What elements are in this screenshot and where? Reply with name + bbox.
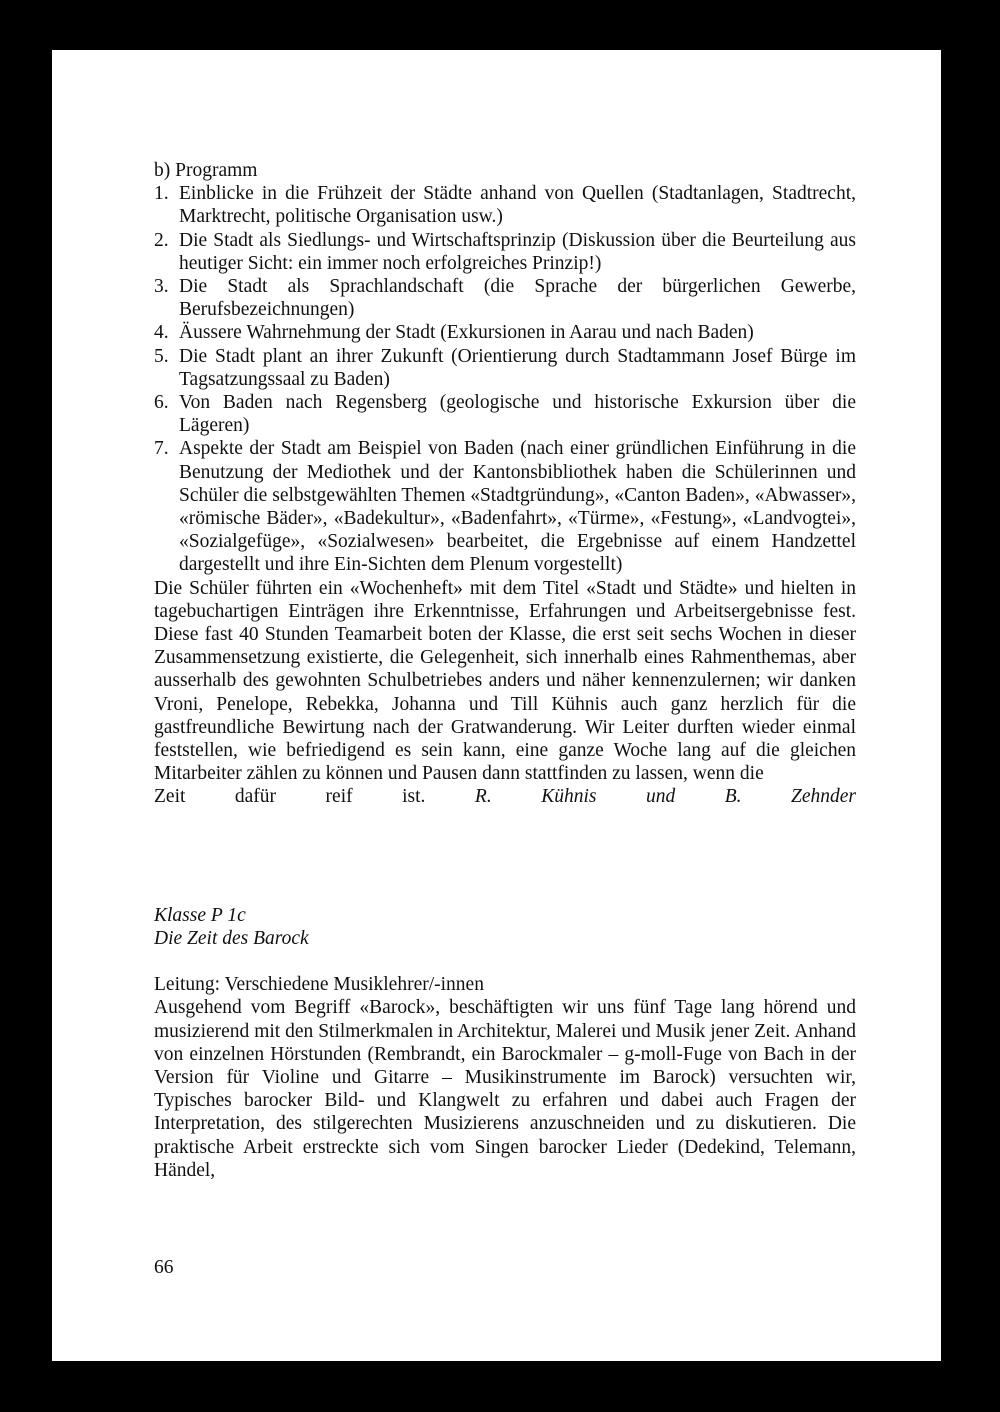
klasse-title: Klasse P 1c (154, 904, 246, 926)
program-item-text: Die Stadt plant an ihrer Zukunft (Orientierung durch Stadtammann Josef Bürge im Tagsatzungssaal zu Baden) (179, 345, 856, 390)
summary-last-line: Zeit dafür reif ist. (154, 786, 426, 808)
program-list (154, 182, 856, 576)
program-item-number: 4. (154, 322, 169, 344)
program-item-text: Die Stadt als Siedlungs- und Wirtschaftsprinzip (Diskussion über die Beurteilung aus heutiger Sicht: ein immer noch erfolgreiches Prinzip!) (179, 229, 856, 274)
program-item (154, 345, 856, 391)
author-signature: R. Kühnis und B. Zehnder (474, 786, 856, 808)
program-item-number: 7. (154, 438, 169, 460)
page-content (154, 159, 856, 1182)
program-item-text: Einblicke in die Frühzeit der Städte anhand von Quellen (Stadtanlagen, Stadtrecht, Marktrecht, politische Organisation usw.) (179, 183, 856, 228)
program-item (154, 391, 856, 437)
program-item (154, 182, 856, 228)
program-item-text: Aspekte der Stadt am Beispiel von Baden (nach einer gründlichen Einführung in die Benutzung der Mediothek und der Kantonsbibliothek haben die Schülerinnen und Schüler die selbstgewählten Themen «Stadtgründung», «Canton Baden», «Abwasser», «römische Bäder», «Badekultur», «Badenfahrt», «Türme», «Festung», «Landvogtei», «Sozialgefüge», «Sozialwesen» bearbeitet, die Ergebnisse auf einem Handzettel dargestellt und ihre Ein-Sichten dem Plenum vorgestellt) (179, 438, 856, 576)
program-item (154, 229, 856, 275)
program-item-number: 6. (154, 392, 169, 414)
program-item-text: Von Baden nach Regensberg (geologische und historische Exkursion über die Lägeren) (179, 392, 856, 437)
program-item-number: 5. (154, 345, 169, 367)
program-item-text: Äussere Wahrnehmung der Stadt (Exkursionen in Aarau und nach Baden) (179, 322, 754, 344)
program-item (154, 275, 856, 321)
section-heading: b) Programm (154, 160, 258, 181)
klasse-subtitle: Die Zeit des Barock (154, 927, 309, 949)
program-item-number: 1. (154, 183, 169, 205)
program-item-number: 2. (154, 229, 169, 251)
program-item (154, 321, 856, 344)
barock-paragraph: Ausgehend vom Begriff «Barock», beschäftigten wir uns fünf Tage lang hörend und musizierend mit den Stilmerkmalen in Architektur, Malerei und Musik jener Zeit. Anhand von einzelnen Hörstunden (Rembrandt, ein Barockmaler – g-moll-Fuge von Bach in der Version für Violine und Gitarre – Musikinstrumente im Barock) versuchten wir, Typisches barocker Bild- und Klangwelt zu erfahren und dabei auch Fragen der Interpretation, des stilgerechten Musizierens anzuschneiden und zu diskutieren. Die praktische Arbeit erstreckte sich vom Singen barocker Lieder (Dedekind, Telemann, Händel, (154, 997, 856, 1181)
summary-paragraph: Die Schüler führten ein «Wochenheft» mit dem Titel «Stadt und Städte» und hielten in tagebuchartigen Einträgen ihre Erkenntnisse, Erfahrungen und Arbeitsergebnisse fest. Diese fast 40 Stunden Teamarbeit boten der Klasse, die erst seit sechs Wochen in dieser Zusammensetzung existierte, die Gelegenheit, sich innerhalb eines Rahmenthemas, aber ausserhalb des gewohnten Schulbetriebes anders und näher kennenzulernen; wir danken Vroni, Penelope, Rebekka, Johanna und Till Kühnis auch ganz herzlich für die gastfreundliche Bewirtung nach der Gratwanderung. Wir Leiter durften wieder einmal feststellen, wie befriedigend es sein kann, eine ganze Woche lang auf die gleichen Mitarbeiter zählen zu können und Pausen dann stattfinden zu lassen, wenn die (154, 577, 856, 785)
document-page (52, 50, 941, 1361)
program-item (154, 437, 856, 576)
page-number: 66 (154, 1257, 174, 1278)
program-item-text: Die Stadt als Sprachlandschaft (die Sprache der bürgerlichen Gewerbe, Berufsbezeichnungen) (179, 276, 856, 321)
signature-line (154, 785, 856, 808)
leitung-line: Leitung: Verschiedene Musiklehrer/-innen (154, 974, 484, 996)
program-item-number: 3. (154, 276, 169, 298)
